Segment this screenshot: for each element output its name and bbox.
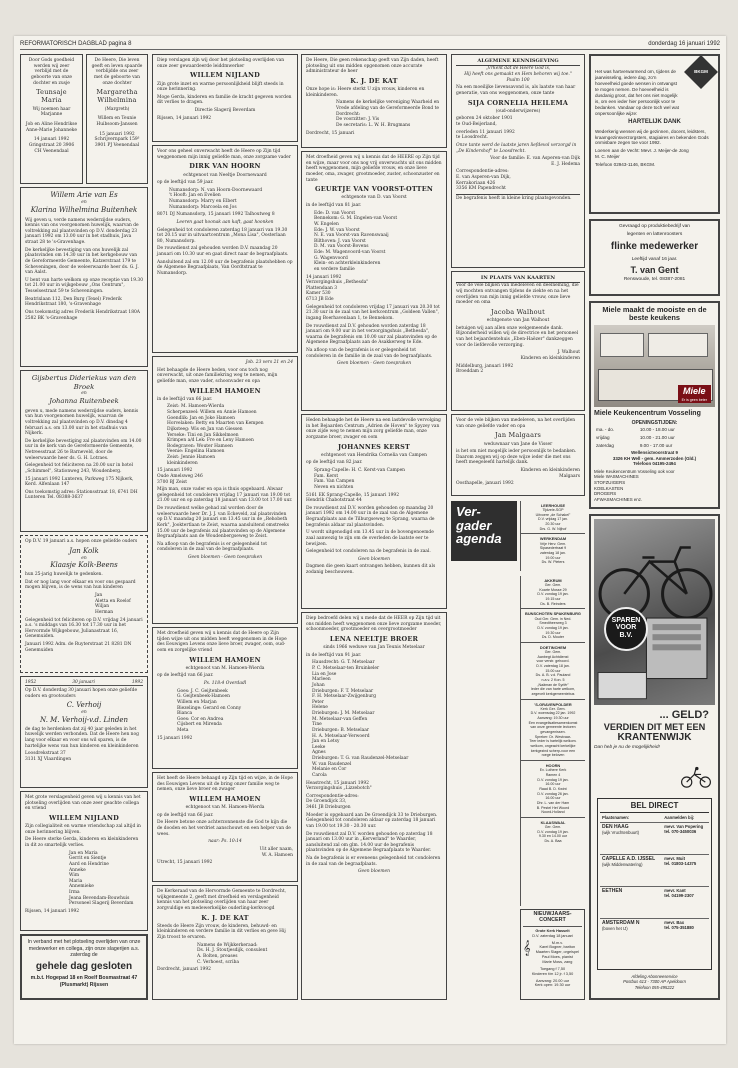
ad-title: HARTELIJK DANK xyxy=(628,118,681,125)
deceased-name: Jacoba Walhout xyxy=(491,307,545,316)
closed-all-day: gehele dag gesloten xyxy=(35,960,133,972)
paragraph: Na afloop van de begrafenis is er gelegenheid tot condoleren in de familie in de zaal van de begraafplaats. xyxy=(306,348,433,359)
death-notice-hamoen-siblings xyxy=(152,627,298,769)
bride-name: Klarina Wilhelmina Buitenhek xyxy=(30,205,138,214)
paragraph: De rouwdienst zal D.V. worden gehouden op maandag 20 januari 1992 om 14.00 uur in de zaal van de Algemene Begraafplaats aan de Tilburgseweg te Sprang, waarna de begrafenis aldaar zal plaatsvinden. xyxy=(306,505,435,528)
agenda-details: Ger. Gem. Aanbegt Achtdienst voor verstr. gehoord. D.V. zaterdag 18 jan. 15.00 uur Ds. A. B. v.d. Pauland n.a.v. 2 Kon. 5 „Naäman de Syriër" Ieder die van harte welkom, zegevelt kerkgemeentebus xyxy=(530,649,576,696)
paragraph: De Heere sterke Gerda, kinderen en kleinkinderen in dit zo smartelijk verlies. xyxy=(25,837,139,849)
age-line: in de leeftijd van 91 jaar. xyxy=(306,652,362,658)
husband-name: Jan Kolk xyxy=(69,546,99,555)
music-note-icon: 𝄞 xyxy=(523,939,531,955)
paragraph: U wordt uitgenodigd om 13.45 uur in de bovengenoemde zaal aanwezig te zijn om de overleden de laatste eer te bewijzen. xyxy=(306,530,434,547)
paragraph: Gelegenheid tot condoleren zaterdag 18 januari van 19.30 tot 20.15 uur in uitvaartcentrum „Mona Lisa", Oosterlaan 80, Numansdorp. xyxy=(157,227,288,244)
place-date: Rijssen, 14 januari 1992 xyxy=(25,908,80,914)
paragraph: Met droefheid geven wij u kennis dat de HEERE op Zijn tijd en wijze, maar voor ons nog vrij onverwachts uit ons midden heeft weggenomen, mijn geliefde vrouw, en onze lieve moeder, oma, zwager, grootmoeder, zuster, schoonzuster en tante xyxy=(306,155,442,183)
address: Loosdrekstraat 37 3131 XJ Vlaardingen xyxy=(25,751,72,762)
care-note: Onze tante werd de laatste jaren liefdevol verzorgd in „De Kindershof" te Loosdrecht. xyxy=(456,142,577,154)
paragraph: Gelegenheid tot condoleren na de begrafenis in de zaal. xyxy=(306,549,431,555)
footer-note: Geen bloemen - Geen toespraken xyxy=(187,555,263,561)
child-name: Teunsaje Maria xyxy=(36,88,67,105)
route-area: (boven het IJ) xyxy=(602,926,628,931)
badge-line-1: SPAREN xyxy=(611,617,641,624)
birth-announcement-2 xyxy=(86,54,148,184)
paragraph: Gelegenheid tot condoleren vrijdag 17 januari van 20.30 tot 21.30 uur in de zaal van het kerkcentrum „Goldeen Vallen", ingang Boerhavenlaan 1, te Bennekom. xyxy=(306,304,440,321)
groom-name: Gijsbertus Dideriekus van den Broek xyxy=(31,374,137,391)
paragraph: De Heere betone onze achterzonnenste die God te kijn die de dooden en het verdriet aanschouwt en een helper van de wees. xyxy=(157,820,291,837)
agenda-details: Vrije Herv. Gem. Sipasedertraat 9 zaterdag 18 jan. 19.00 uur Ds. W. Pieters xyxy=(539,541,567,565)
place-date: Utrecht, 15 januari 1992 xyxy=(157,860,213,866)
route-area: (wijk Vruchtenbuurt) xyxy=(602,830,640,835)
deceased-name: Jan Malgaars xyxy=(494,431,542,440)
anniversary-years xyxy=(25,680,143,686)
hours: 10.00 - 18.00 uur xyxy=(639,427,675,433)
concert-tickets: Toegang f 7,50 Kinderen t/m 12 jr. f 3,50 xyxy=(531,966,574,976)
route-place: AMSTERDAM N xyxy=(602,919,640,926)
paragraph: geven u, mede namens wederzijdse ouders, kennis van hun voorgenomen huwelijk, waarvan de voltrekking zal plaatsvinden op D.V. dinsdag 4 februari a.s. om 13.00 uur in het stadhuis van Nijkerk. xyxy=(25,408,139,437)
birth-date-address: 14 januari 1992 Gringstraat 20 3906 CH Veenendaal xyxy=(28,137,75,154)
paragraph: De rouwdienst zal gehouden worden D.V. maandag 20 januari om 10.30 uur en gaat direct naar de begraafplaats. xyxy=(157,246,289,258)
age-line: op de leeftijd van 66 jaar. xyxy=(157,812,214,818)
spouse-line: echtgenoot van M. Hamoen-Wierda xyxy=(185,805,265,811)
paragraph: De rouwdienst zal D.V. worden gehouden op zaterdag 18 januari om 13.00 uur in „Kerverland" te Waarder, aansluitend zal om glm. 14.00 uur de begrafenis plaatsvinden op de Algemene Begraafplaats te Waarder. xyxy=(306,831,433,854)
subscriber-service-address: Afdeling Abonneeservice Postbus 613 - 7300 AP Apeldoorn Telefoon 055-495222 xyxy=(623,974,686,990)
notice-title: IN PLAATS VAN KAARTEN xyxy=(456,275,580,283)
wife-name: Klaasje Kolk-Beens xyxy=(50,561,118,570)
paragraph: Gelegenheid tot feliciteren na 20.00 uur in hotel „Schimmel", Stationweg 243, Woudenberg. xyxy=(25,463,133,474)
spouse-line: echtgenoot van Neeltje Doornewaard xyxy=(183,172,267,178)
death-notice-nijland-colleagues xyxy=(20,791,148,931)
thanks-notice-malgaars xyxy=(451,414,585,496)
paragraph: Wij geven u, verde namens wederzijdse ouders, kennis van ons voorgenomen huwelijk, waarvan de voltrekking zal plaatsvinden op D.V. donderdag 23 januari 1992 om 13.00 uur in het stadhuis, Java straat 28 te 's-Gravenhage. xyxy=(25,217,139,246)
death-notice-van-hoorn xyxy=(152,145,298,353)
family-list: Zeist: M. Hamoen-Wierda Scherpenzeel: Willem en Annie Hamoen Goendlik: Jan en Joke Hamoen Horvelaken: Betty en Maarten van Kempen Dijksteeg: Wis en Jan van Giessen Yerseke: Tini en Jan Sikkelmoen Krimpen a/d Lek: Fre en Leny Hamoen Bodegraven: Wouter Hamoen Veenie: Engelina Hamoen Zeist: Jennie Hamoen kleinkinderen xyxy=(167,404,264,466)
paragraph: De rouwdienst welke gehad zal worden door de weleerwaarde heer Dr. J. J. van Eckeveld, zal plaatsvinden op D.V. maandag 20 januari om 13.45 uur in de „Rehobeth Kerk", Jooktertlaan te Zeist, waarna aansluitend omstreeks 15.00 uur de begrafenis zal plaatsvinden op de Algemene Begraafplaats aan de Woudenbergseweg te Zeist. xyxy=(157,506,290,540)
header-date: donderdag 16 januari 1992 xyxy=(648,41,720,47)
conjunction: en xyxy=(81,391,87,397)
paragraph: Na een moeilijke lievensavond is, als laatste van haar generatie, van ons weggenomen, onze tante xyxy=(456,85,576,96)
paragraph: De Heere, Die geen rekenschap geeft van Zijn daden, heeft plotseling uit ons midden opgenomen onze accurate administrateur de heer xyxy=(306,58,439,75)
anniversary-day: 30 januari xyxy=(72,680,95,685)
new-year-concert-ad xyxy=(520,909,585,1000)
footer-note: Geen bloemen xyxy=(358,556,390,562)
scripture-ref: Job. 23 vers 21 en 24 xyxy=(245,360,293,365)
agenda-details: Oud Ger. Gem. in Ned. Smedtheerweg 3 D.V. zondag 19 jan. 19.30 uur Ds. D. Mouter xyxy=(534,616,572,640)
wedding-announcement-1 xyxy=(20,187,148,367)
job-intro: Gevraagd op produktiebedrijf van xyxy=(619,224,690,229)
scripture-ref: Ps. 118:4 Overdadl xyxy=(203,681,247,687)
deceased-name: K. J. DE KAT xyxy=(201,913,249,922)
address: 15 januari 1992 Lunteren, Parkweg 175 Nijkerk, Kerd. Alfenlaan 147 xyxy=(25,476,134,488)
agenda-place: LEERHOUSE xyxy=(540,503,566,508)
agenda-details: Ev. Luthere Kerk Ramen 4 D.V. zondag 19 jan. 16.00 uur Raad B. D. Kwint D.V. zondag 26 jan. 16.00 uur Dhr. L. van der Ham B. Pestel Het Woord Noord-Holland xyxy=(536,768,570,815)
correspondence-address: Correspondentie-adres: E. van Asperen-van Dijk, Kerrakoriaan 426 3356 KM Papendrecht xyxy=(456,169,511,192)
opening-hours xyxy=(594,426,715,450)
store-address: Wellensictvoorstraat 9 3326 KH Well - gem. Ammerzoden (Gld.) Telefoon 04195-2494 xyxy=(612,449,697,467)
agenda-place: KLAASWAAL xyxy=(540,819,566,825)
route-contact: mevr. Muit tel. 01803-14375 xyxy=(662,854,709,886)
ad-headline: Miele maakt de mooiste en de beste keukens xyxy=(602,305,707,323)
spouse-line: echtgenote van Jan Walhout xyxy=(486,318,550,324)
paragraph: hun 25-jarig huwelijk te gedenken. xyxy=(25,572,103,578)
death-notice-nijland-employer xyxy=(152,54,298,142)
footer-note: De begrafenis heeft in kleine kring plaatsgevonden. xyxy=(456,194,580,202)
signatories: Loenen aan de Vecht: Mevr. J. Meijer-de Jong M. C. Meijer xyxy=(595,148,689,160)
conjunction: en xyxy=(81,555,87,561)
table-row xyxy=(600,918,709,950)
agenda-place: DOETINCHEM xyxy=(539,644,567,650)
agenda-place: 'S-GRAVENPOLDER xyxy=(534,701,572,707)
signatory: Uit aller naam, W. A. Hamoen xyxy=(259,846,293,858)
paragraph: Onze hope is: Heere sterkt U zijn vrouw, kinderen en kleinkinderen. xyxy=(306,87,425,98)
phone: Telefoon 02943-1146, BKGM. xyxy=(595,162,656,168)
paragraph: Op D.V. donderdag 30 januari hopen onze geliefde ouders en grootouders xyxy=(25,688,138,699)
anniversary-announcement-1 xyxy=(20,535,148,673)
newspaper-page xyxy=(14,36,726,1044)
birth-intro: Door Gods goedheid werden wij zeer verblijd met de geboorte van onze dochter en zusje xyxy=(28,58,75,86)
header-left: REFORMATORISCH DAGBLAD pagina 8 xyxy=(20,41,132,47)
opening-hours-title: OPENINGSTIJDEN: xyxy=(631,419,678,426)
kitchen-photo xyxy=(594,325,715,407)
age-line: in de leeftijd van 81 jaar. xyxy=(306,203,362,209)
year-end: 1992 xyxy=(131,680,143,685)
wife-name: N. M. Verhoij-v.d. Linden xyxy=(40,715,128,724)
paragraph: De rouwdienst zal D.V. gehouden worden zaterdag 18 januari om 9.00 uur in het verzorgingshuis „Bethesda", waarna de begrafenis om 10.00 uur zal plaatsvinden op de Algemene Begraafplaats aan de Asakkerweg te Ede. xyxy=(306,323,437,346)
routes-table xyxy=(600,814,709,950)
paragraph: Zijn grote inzet en warme persoonlijkheid blijft steeds in onze herinnering. xyxy=(157,81,284,93)
badge-line-3: B.V. xyxy=(619,631,633,639)
deceased-name: LENA NEELTJE BROER xyxy=(329,634,419,643)
family-list: Ede: D. van Voorst Bennekom: G. M. Engelen-van Voorst W. Engelen Ede: J. W. van Voorst N. E. van Voorst-van Ravenswaaij Bilthoven: J. van Voorst D. M. van Voorst-Bovens Ede: M. Wagenvoord-van Voorst G. Wagenvoord Klein- en achterkleinkinderen en verdere familie xyxy=(314,210,398,272)
ad-headline-2: KRANTENWIJK xyxy=(617,732,692,744)
address: 5161 EK Sprang-Capelle, 15 januari 1992 Hendrik Chabotstraat 44 xyxy=(306,492,399,504)
children-list: Jan Aletta en Roelof Wiljan Herman xyxy=(95,593,131,615)
paragraph: De kerkelijke bevestiging van ons huwelijk zal plaatsvinden om 14.30 uur in het kerkgebouw van de Gereformeerde Gemeente, Katzerstraat 179 te Scheveningen, door de weleerwaarde heer ds. G. J. van Aalst. xyxy=(25,247,139,276)
occupation: (oud-onderwijzeres) xyxy=(495,108,541,114)
paragraph: Dat er nog lang voor elkaar en voor ons gespaard mogen blijven, is de wens van hun kinderen xyxy=(25,579,136,591)
miele-kitchen-ad xyxy=(589,301,720,509)
address: Heastrecht, 15 januari 1992 Verzorgingshuis „Lizzebotch" xyxy=(306,780,372,792)
ad-subline: Dan heb je nu de mogelijkheid! xyxy=(594,745,660,751)
husband-name: C. Verhoij xyxy=(66,701,102,710)
correspondence-address: Correspondentie-adres: De Groendijck 33, 3461 JB Drieburgen xyxy=(306,793,359,811)
spouse-line: echtgenoot van Hendrika Cornelia van Campen xyxy=(321,452,427,458)
agenda-details: Ger. Gem. Koarte Mosse 29 D.V. zondag 19 jan. 19.15 uur Ds. B. Reinders xyxy=(537,583,569,606)
paragraph: Heden behaagde het de Heere na een lastdevolle vervolging in het Bejaarden Centrum „Adrien de Hoven" te Spyzey van onze zijde weg te nemen mijn zorg geliefde man, onze zorgzame broer, zwager en oom xyxy=(306,418,441,440)
col-header-contact: Aanmelden bij: xyxy=(662,814,709,822)
agenda-details: Tijdzele-SGP Uitvoere „de Schakel" D.V. vrijdag 17 jan. 20.30 uur Drs. G. W. Nijhof xyxy=(535,508,571,531)
family-list: Goes: J. C. Geijtenbeek G. Geijtenbeek-Hamoen Willem en Marjan Biezelinge: Gerard en Conny Bianca Goes: Cor en Andrea Cijsbert en Mirenda Meta xyxy=(177,688,242,734)
place-date: Middelburg, januari 1992 Broeddam 2 xyxy=(456,363,514,375)
paragraph: De kerkelijke bevestiging zal plaatsvinden om 14.00 uur in de kerk van de Gereformeerde Gemeente, Netreesstraat 26 te Barneveld, door de weleerwaarde heer ds. G. H. Lotraes. xyxy=(25,438,142,461)
future-address: Ons toekomstig adres: Stationsstraat 18, 6741 DH Lunteren Tel. 08388-3637 xyxy=(25,489,138,501)
age-line: op de leeftijd van 59 jaar. xyxy=(157,180,214,186)
bride-name: Johanna Ruitenbeek xyxy=(49,397,119,405)
agenda-place: WERKENDAM xyxy=(539,536,567,542)
ad-headline-1: VERDIEN DIT MET EEN xyxy=(603,722,706,733)
concert-venue: Grote Kerk Hasselt xyxy=(535,928,570,933)
agenda-details: Kerk Ger. Gem. D.V. woensdag 22 jan. 1992 Aanvang: 19.30 uur Een evangelisatiesamenkomst van onze gemeente lectoren gevangenissen. Spreker: Dr. Westvaar- Teer ieder is hartelijk welkom. welkom, ongeacht kerkelijke kerkgezind scherp-voor een roege beloven xyxy=(528,706,578,758)
newspaper-route-ad xyxy=(589,514,720,1000)
paragraph: Na afloop van de begrafenis is er gelegenheid tot condoleren in de zaal van de begraafplaats. xyxy=(157,541,268,553)
age-line: op de leeftijd van 66 jaar. xyxy=(157,673,214,679)
paragraph: Mijn man, onze vader en opa is thuis opgebaard. Alwaar gelegenheid tot condoleren vrijdag 17 januari van 19.00 tot 21.00 uur en op zaterdag 18 januari van 13.00 tot 17.00 uur. xyxy=(157,487,293,504)
deceased-name: WILLEM HAMOEN xyxy=(189,655,261,664)
concert-performers: M.m.v. Karel Bogner, bariton Maarten Slager, orgelspel Paul Moes, pianist Marie Moss, zang xyxy=(535,940,579,965)
deceased-name: WILLEM NIJLAND xyxy=(190,71,260,80)
table-row xyxy=(600,854,709,886)
place-date: Rijssen, 14 januari 1992 xyxy=(157,115,212,121)
concert-date: D.V. zaterdag 18 januari xyxy=(532,933,573,938)
company-contact: Renswoude, tel. 08387-2081 xyxy=(623,276,686,282)
spouse-line: echtgenoot van M. Hamoen-Wierda xyxy=(185,665,265,671)
paragraph: Voor de vele blijken van medeleven, na het overlijden van onze geliefde vader en opa xyxy=(456,418,576,429)
death-notice-broer xyxy=(301,612,447,1000)
paragraph: Steeds de Heere Zijn vrouw, de kinderen, behuwd- en kleinkinderen en verdere familie in dit verlies en geve Hij Zijn troost te ervaren. xyxy=(157,923,286,941)
day: zaterdag xyxy=(596,443,614,449)
badge-line-2: VOOR xyxy=(615,624,637,632)
parents: Job en Aline Hendrikse Anne-Marie Johanneke xyxy=(25,122,78,133)
hours: 10.00 - 21.00 uur xyxy=(639,435,675,441)
paragraph: Moge Gerda, kinderen en familie de kracht gegeven worden dit verlies te dragen. xyxy=(157,94,292,106)
hours: 9.00 - 17.00 uur xyxy=(639,443,673,449)
scripture-quote: „Vrkent dat de Heere God is, Hij heeft ons gemaakt en Hem behoren wij toe." Psalm 100 xyxy=(464,66,572,83)
paragraph: Het heeft de Heere behaagd op Zijn tijd en wijze, in de Hope des Eeuwigen Levens uit de bring onzer familie weg te nemen, onze lieve broer en zwager xyxy=(157,776,293,793)
spouse-line: echtgenote van D. van Voorst xyxy=(341,195,407,201)
paragraph: Dagmen die geen kaart ontvangen hebben, kunnen dit als zodanig beschouwen. xyxy=(306,564,436,576)
family-list: Sprang-Capelle: H. C. Kerst-van Campen Fam. Kerst Fam. Van Campen Neven en nichten xyxy=(314,468,405,490)
place-date: Dordrecht, 15 januari xyxy=(306,130,355,136)
deceased-name: GEURTJE VAN VOORST-OTTEN xyxy=(315,185,433,194)
tagline: Er is geen beter xyxy=(681,397,707,402)
child-name: Margaretha Wilhelmina xyxy=(96,88,138,105)
paragraph: Zijn collegialiteit en warme vriendschap zal altijd in onze herinnering blijven. xyxy=(25,824,141,835)
death-notice-hamoen-family xyxy=(152,356,298,624)
quote: Leeren gaat hoonak aan kaft, gaat hoonken xyxy=(176,219,274,225)
sparen-badge xyxy=(604,607,648,651)
call-direct-title: BEL DIRECT xyxy=(600,801,709,813)
death-notice-van-voorst xyxy=(301,151,447,411)
signatories: Namens de kerkelijke vereniging Waarheid en Vrede afdeling van de Gereformeerde Bond te Dordrecht: De voorzitter: J. Vis De secretaris: L. W. H. Brugmans xyxy=(336,100,440,128)
address: Januari 1992 Adm. de Ruyterstraat 21 8281 DN Genemuiden xyxy=(25,642,132,653)
parents: Willem en Teunie Huibsoom-Janssen xyxy=(96,116,138,127)
death-notice-kerst xyxy=(301,414,447,609)
address: Beatrixlaan 112, Den Burg (Texel) Frederik Hendrikstraat 180, 's-Gravenhage xyxy=(25,296,122,308)
signatories: Kinderen en kleinkinderen Malgaars xyxy=(520,468,580,479)
paragraph: Voor ons geheel onverwacht heeft de Heere op Zijn tijd weggenomen mijn innig geliefde man, onze zorgzame vader xyxy=(157,149,291,160)
groom-name: Willem Arie van Es xyxy=(50,191,118,199)
paragraph: Het was hartverwarmend om, tijdens de jaarwisseling, iedere dag, zo'n hoeveelheid goede wensen in ontvangst te mogen nemen. De hoeveelheid is dusdanig groot, dat het ons niet mogelijk is, om een ieder hier persoonlijk voor te bedanken. Vandaar op deze toch wel wat onpersoonlijke wijze: xyxy=(595,69,679,116)
paragraph: Na de begrafenis is er eveneens gelegenheid tot condoleren in de zaal van de begraafplaats. xyxy=(306,856,441,867)
closure-intro: In verband met het plotseling overlijden van onze medewerker en collega, zijn onze slagerijen a.s. zaterdag de xyxy=(27,939,141,958)
birth-intro: De Heere, Die leven geeft en leven spaarde verblijdde ons zeer met de geboorte van onze dochter xyxy=(91,58,143,86)
shop-closure-notice xyxy=(20,934,148,1000)
paragraph: Diep verslagen zijn wij door het plotseling overlijden van onze zeer gewaardeerde leiddmwerker xyxy=(157,58,285,69)
deceased-name: K. J. DE KAT xyxy=(350,76,398,85)
paragraph: Op D.V. 19 januari a.s. hopen onze geliefde ouders xyxy=(25,539,138,544)
route-place: CAPELLE A.D. IJSSEL xyxy=(602,855,656,862)
date: 15 januari 1992 xyxy=(157,735,193,741)
paragraph: Diep bedroefd delen wij u mede dat de HEER op Zijn tijd uit ons midden heeft weggenomen onze lieve zorgzame moeder, schoonmoeder, grootmoeder en overgrootmoeder xyxy=(306,616,442,633)
notice-title: ALGEMENE KENNISGEVING xyxy=(456,58,580,66)
signatories: J. Walhout Kinderen en kleinkinderen xyxy=(520,350,580,361)
deceased-name: SIJA CORNELIA HEILEMA xyxy=(467,98,569,107)
address: 15 januari 1992 Oude Amelsweg 246 3700 BJ Zeist xyxy=(157,468,203,485)
death-notice-de-kat-church xyxy=(152,885,298,1000)
route-contact: mevr. Bax tel. 075-351880 xyxy=(664,919,694,930)
conjunction: en xyxy=(81,710,87,716)
agenda-place: HOORN xyxy=(545,763,561,769)
meeting-agenda-banner xyxy=(451,501,517,561)
paragraph: is het om niet mogelijk ieder persoonlijk te bedanken. Daarom zeggen wij op deze wijze ieder die met ons heeft meegeleefd hartelijk dank. xyxy=(456,449,577,466)
anniversary-announcement-2 xyxy=(20,676,148,788)
deceased-name: WILLEM HAMOEN xyxy=(189,794,261,803)
concert-time: Aanvang: 20.00 uur Kerk open: 19.30 uur xyxy=(534,978,571,988)
child-nickname: (Margreth) xyxy=(104,106,130,112)
job-age: Leeftijd vanaf 16 jaar. xyxy=(631,257,678,263)
deceased-name: JOHANNES KERST xyxy=(337,442,411,451)
deceased-name: WILLEM NIJLAND xyxy=(49,813,119,822)
birth-line: geboren 24 oktober 1901 te Oud-Beijerland, xyxy=(456,116,513,128)
paragraph: De Kerkeraad van de Hervormde Gemeente te Dordrecht, wijkgemeente 2, geeft met droefheid en verslagenheid kennis van het plotseling overlijden van haar zeer zorgvuldige en medewerkelijke ouderling-kerkvoogd xyxy=(157,889,287,911)
paragraph: Wederkerig wensen wij de gezinnen, docent, leidsters, kraamgezinsverzorgsters, stagiaires en bekenden Gods onmisbare zegen toe voor 1992. xyxy=(595,128,709,146)
job-title: flinke medewerker xyxy=(610,241,699,253)
route-contact: mevr. Kant tel. 04199-2307 xyxy=(662,886,709,918)
col-header-places: Plaatsnamen: xyxy=(600,814,662,822)
deceased-name: DIRK VAN HOORN xyxy=(189,162,261,171)
job-ad-van-gent xyxy=(589,219,720,296)
route-place: EETHEN xyxy=(602,887,623,894)
signatory: Directie Slagerij Beverdam xyxy=(194,108,256,114)
family-list: Numansdorp: N. van Hoorn-Doornewaard 't Hooft: Jan en Evelien Numansdorp: Marry en Elbert Numansdorp: Marcoela en Jos xyxy=(169,187,263,210)
agenda-word-3: agenda xyxy=(456,531,502,547)
paragraph: de dag te herdenken dat zij 40 jaar geleden in het huwelijk werden verbonden. Dat de Heere hen nog lang voor elkaar en voor ons wil sparen, is de hartelijke wens van hun kinderen en kleinkinderen xyxy=(25,726,139,749)
company-name: T. van Gent xyxy=(630,265,679,276)
store-name: Miele Keukencentrum Vosseling xyxy=(594,410,701,418)
thanks-notice-walhout xyxy=(451,271,585,411)
page-header xyxy=(20,40,720,50)
ad-question: ... GELD? xyxy=(659,709,709,721)
agenda-place: AKKRUM xyxy=(544,578,562,583)
job-company-type: legenten en lattenroosters xyxy=(626,232,683,238)
agenda-word-2: gader xyxy=(456,517,492,533)
scripture-ref: naar: Ps. 10:14 xyxy=(208,839,242,845)
brand: Miele xyxy=(683,386,706,397)
spouse-line: weduwnaar van Jane de Visser xyxy=(483,441,553,447)
cyclist-icon xyxy=(679,766,713,788)
agenda-details: Ger. Gem. D.V. zondag 19 jan. 9.30 en 14.00 uur Ds. A. Baa xyxy=(537,825,569,844)
table-row xyxy=(600,886,709,918)
year-start: 1952 xyxy=(25,680,37,685)
concert-title: NIEUWJAARS-CONCERT xyxy=(533,911,572,923)
address: 8071 DJ Numansdorp, 15 januari 1992 Talhoutweg 8 xyxy=(157,212,275,218)
signatories: Voor de familie: E. van Asperen-van Dijk E. J. Hedema xyxy=(490,156,580,167)
family-list: Hausdrecht: G. T. Metselaar P. C. Metselaar-ten Bruinkeler Lia en Jose Marleen Johan Drieburgen: F. T. Metselaar F. H. Metselaar-Zwijgenburg Peter Helene Drieburgen: J. M. Metselaar M. Metselaar-van Geffen Tine Drieburgen: B. Metselaar H. A. Metselaar-Verwoerd Jan en Letsy Leeke Agnes Drieburgen: T. G. van Raudenzel-Metselaar W. van Raudenzel Melanie en Cor Carola xyxy=(312,660,409,778)
miele-logo xyxy=(678,385,711,403)
day: ma. - do. xyxy=(596,427,615,433)
place-date: Oosthapelle, januari 1992 xyxy=(456,481,514,487)
bkgm-logo-icon xyxy=(684,55,718,89)
footer-note: Geen bloemen xyxy=(358,869,390,875)
table-row xyxy=(600,822,709,854)
agenda-column xyxy=(520,576,585,906)
deceased-name: WILLEM HAMOEN xyxy=(189,386,261,395)
product-list: Miele Keukencentrum Vosseling ook voor Miele WASMACHINES STOFZUIGERS KOELKASTEN DROGERS AFWASMACHINES enz. xyxy=(594,468,675,502)
child-nickname: Wij noemen haar Marjanne xyxy=(32,106,71,118)
agenda-place: BUNSCHOTEN SPAKENBURG xyxy=(525,611,581,617)
bicycle-photo xyxy=(594,519,715,705)
paragraph: Aansluitend zal om 12.00 uur de begrafenis plaatshebben op de Algemene Begraafplaats, Van Oordtstraat te Numansdorp. xyxy=(157,259,293,276)
agenda-column-top xyxy=(520,501,585,571)
paragraph: betuigen wij aan allen onze welgemeende dank. Bijzonderheid willen wij de directrice en het personeel van het bejaardentehuis „Eben-Haëzer" dankzeggen voor de liefdevolle verzorging. xyxy=(456,325,579,348)
paragraph: U bent van harte welkom op onze receptie van 19.30 tot 21.00 uur in wijkgebouw „Ons Centrum", Tesselsestraat 59 te Scheveningen. xyxy=(25,277,143,295)
conjunction: en xyxy=(81,199,87,205)
footer-note: Geen bloemen - Geen toespraken xyxy=(336,361,412,367)
death-line: overleden 11 januari 1992 te Loosdrecht. xyxy=(456,129,515,141)
birth-announcement-1 xyxy=(20,54,83,184)
shop-locations: m.b.t. Hogepad 18 en Roelf Bosmastraat 47 (Plusmarkt) Rijssen xyxy=(30,975,138,988)
route-contact: mevr. Van Popering tel. 070-3450036 xyxy=(662,822,709,854)
death-notice-hamoen-utrecht xyxy=(152,772,298,882)
birth-date-address: 15 januari 1992 Schrijvernpark 159³ 3901 PJ Veenendaal xyxy=(94,131,140,148)
paragraph: Het behaagde de Heere heden, voor ons toch nog onverwacht, uit onze familiekring weg te nemen, mijn geliefde man, onze vader, schoonvader en opa xyxy=(157,367,278,384)
agenda-word-1: Ver- xyxy=(456,504,481,519)
paragraph: Met grote verslagenheid geven wij u kennis van het plotseling overlijden van onze zeer geachte collega en vriend xyxy=(25,795,141,812)
thanks-ad-bkgm xyxy=(589,54,720,214)
spouse-line: sinds 1966 weduwe van Jan Teunis Metselaar xyxy=(323,645,425,651)
logo-text: BKGM xyxy=(694,69,708,74)
place-date: Dordrecht, januari 1992 xyxy=(157,967,211,973)
death-notice-de-kat-association xyxy=(301,54,447,148)
signatories: Jan en Maria Gerrit en Sientje Aard en Hendrine Anneke Wim Maria Annemieke Irma Jeana Bevendam-Bouwhuis Personeel Slagerij Beverdam xyxy=(69,850,134,907)
day: vrijdag xyxy=(596,435,610,441)
apply-table-box xyxy=(597,798,712,970)
paragraph: Gelegenheid tot feliciteren op D.V. vrijdag 24 januari a.s. 's middags van 16.30 tot 17.30 uur in het Hervormde Wijkgebouw, Julianastraat 16, Genemuiden. xyxy=(25,617,143,640)
signatories: Namens de Wijkkerkeraad: Ds. H. J. Stoutjesdijk, consulent A. Bolten, preases C. Verhoest, scriba xyxy=(197,942,268,965)
paragraph: Moeder is opgebaard aan De Groendijck 33 te Drieburgen. Gelegenheid tot condoleren aldaar op zaterdag 18 januari van 19.00 tot 19.30 - 20.30 uur. xyxy=(306,812,438,829)
age-line: in de leeftijd van 66 jaar. xyxy=(157,396,213,402)
address: 14 januari 1992 Verzorgingshuis „Bethesda" Plattendaan 3 Kamer 530 6713 JB Ede xyxy=(306,274,369,303)
paragraph: Voor de vele blijken van medeleven en deelneming, die wij mochten ontvangen tijdens de ziekte en na het overlijden van mijn innig geliefde vrouw, onze lieve moeder en oma xyxy=(456,283,579,306)
general-notice-heilema xyxy=(451,54,585,268)
route-place: DEN HAAG xyxy=(602,823,629,830)
route-area: (wijk Middenwatering) xyxy=(602,862,643,867)
wedding-announcement-2 xyxy=(20,370,148,532)
age-line: op de leeftijd van 82 jaar. xyxy=(306,460,363,466)
future-address: Ons toekomstig adres Frederik Hendrikstraat 180A 2582 BK 's-Gravenhage xyxy=(25,309,140,321)
paragraph: Met droefheid geven wij u kennis dat de Heere op Zijn tijden wijze uit ons midden heeft weggenomen in de Hope des Eeuwigen Levens onze lieve broer, zwager, oom, oud-oom en zorgelijke vriend xyxy=(157,631,287,653)
